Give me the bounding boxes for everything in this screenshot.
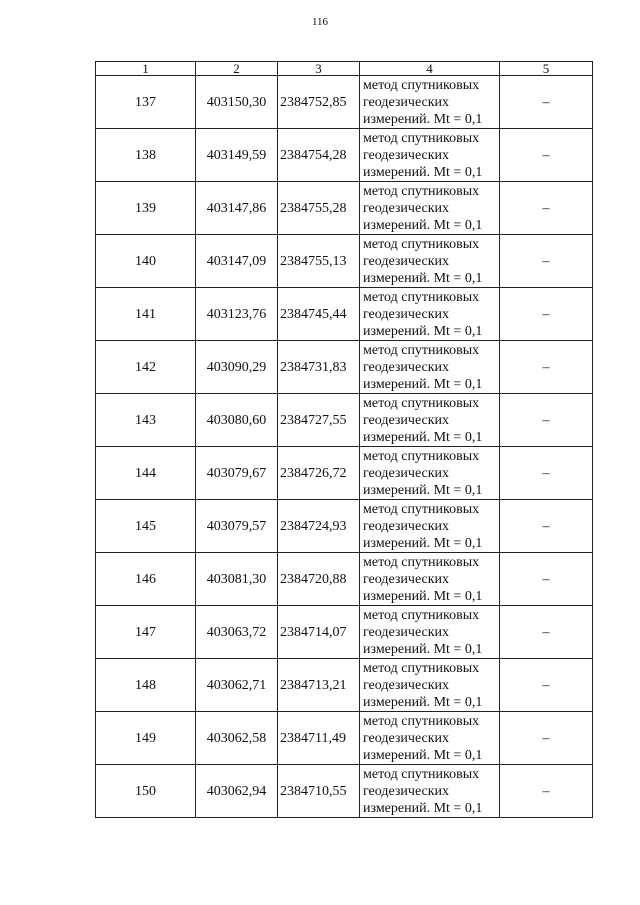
column-header: 2 [196,62,278,76]
method-line: измерений. Mt = 0,1 [363,747,483,763]
method-line: метод спутниковых [363,130,480,146]
y-coordinate-cell: 2384726,72 [278,447,360,500]
method-line: метод спутниковых [363,501,480,517]
method-cell [360,765,500,818]
note-cell: – [500,76,593,129]
coordinates-table [95,61,593,818]
point-number-cell: 140 [96,235,196,288]
x-coordinate-cell: 403062,58 [196,712,278,765]
page-number: 116 [311,16,329,28]
method-cell [360,182,500,235]
method-line: измерений. Mt = 0,1 [363,376,483,392]
method-line: геодезических [363,730,450,746]
method-cell [360,500,500,553]
table-row [96,182,593,235]
y-coordinate-cell: 2384713,21 [278,659,360,712]
point-number-cell: 147 [96,606,196,659]
y-coordinate-cell: 2384720,88 [278,553,360,606]
method-line: измерений. Mt = 0,1 [363,588,483,604]
method-line: метод спутниковых [363,766,480,782]
method-line: геодезических [363,783,450,799]
note-cell: – [500,447,593,500]
method-cell [360,288,500,341]
x-coordinate-cell: 403081,30 [196,553,278,606]
point-number-cell: 144 [96,447,196,500]
method-line: метод спутниковых [363,660,480,676]
method-line: измерений. Mt = 0,1 [363,111,483,127]
table-row [96,288,593,341]
note-cell: – [500,129,593,182]
method-cell [360,235,500,288]
point-number-cell: 149 [96,712,196,765]
note-cell: – [500,341,593,394]
table-row [96,765,593,818]
method-line: измерений. Mt = 0,1 [363,535,483,551]
table-row [96,129,593,182]
point-number-cell: 145 [96,500,196,553]
point-number-cell: 137 [96,76,196,129]
note-cell: – [500,765,593,818]
method-line: измерений. Mt = 0,1 [363,270,483,286]
table-row [96,553,593,606]
method-line: измерений. Mt = 0,1 [363,800,483,816]
method-line: измерений. Mt = 0,1 [363,164,483,180]
note-cell: – [500,235,593,288]
table-row [96,447,593,500]
note-cell: – [500,553,593,606]
x-coordinate-cell: 403062,71 [196,659,278,712]
table-row [96,341,593,394]
point-number-cell: 141 [96,288,196,341]
table-row [96,500,593,553]
method-line: геодезических [363,147,450,163]
method-line: геодезических [363,306,450,322]
table-header-row [96,62,593,76]
method-line: измерений. Mt = 0,1 [363,641,483,657]
y-coordinate-cell: 2384745,44 [278,288,360,341]
point-number-cell: 143 [96,394,196,447]
y-coordinate-cell: 2384755,13 [278,235,360,288]
method-line: геодезических [363,571,450,587]
note-cell: – [500,182,593,235]
method-cell [360,606,500,659]
note-cell: – [500,712,593,765]
y-coordinate-cell: 2384731,83 [278,341,360,394]
y-coordinate-cell: 2384714,07 [278,606,360,659]
method-line: измерений. Mt = 0,1 [363,429,483,445]
method-line: метод спутниковых [363,554,480,570]
method-cell [360,712,500,765]
method-line: измерений. Mt = 0,1 [363,482,483,498]
note-cell: – [500,606,593,659]
method-line: геодезических [363,518,450,534]
table-row [96,76,593,129]
y-coordinate-cell: 2384727,55 [278,394,360,447]
table-row [96,235,593,288]
method-line: геодезических [363,94,450,110]
method-cell [360,76,500,129]
x-coordinate-cell: 403062,94 [196,765,278,818]
y-coordinate-cell: 2384754,28 [278,129,360,182]
column-header: 3 [278,62,360,76]
point-number-cell: 146 [96,553,196,606]
method-line: геодезических [363,359,450,375]
method-cell [360,447,500,500]
x-coordinate-cell: 403063,72 [196,606,278,659]
x-coordinate-cell: 403079,67 [196,447,278,500]
y-coordinate-cell: 2384710,55 [278,765,360,818]
x-coordinate-cell: 403079,57 [196,500,278,553]
column-header: 4 [360,62,500,76]
method-line: геодезических [363,677,450,693]
method-cell [360,129,500,182]
method-line: метод спутниковых [363,607,480,623]
point-number-cell: 150 [96,765,196,818]
method-cell [360,553,500,606]
method-line: метод спутниковых [363,77,480,93]
note-cell: – [500,394,593,447]
x-coordinate-cell: 403147,86 [196,182,278,235]
method-line: геодезических [363,465,450,481]
method-cell [360,659,500,712]
method-cell [360,341,500,394]
column-header: 5 [500,62,593,76]
x-coordinate-cell: 403080,60 [196,394,278,447]
method-line: метод спутниковых [363,395,480,411]
x-coordinate-cell: 403149,59 [196,129,278,182]
method-line: метод спутниковых [363,183,480,199]
table-row [96,394,593,447]
table-row [96,712,593,765]
x-coordinate-cell: 403147,09 [196,235,278,288]
point-number-cell: 148 [96,659,196,712]
note-cell: – [500,288,593,341]
y-coordinate-cell: 2384711,49 [278,712,360,765]
method-line: метод спутниковых [363,448,480,464]
method-cell [360,394,500,447]
y-coordinate-cell: 2384755,28 [278,182,360,235]
method-line: геодезических [363,412,450,428]
method-line: измерений. Mt = 0,1 [363,217,483,233]
method-line: геодезических [363,200,450,216]
point-number-cell: 138 [96,129,196,182]
table-row [96,659,593,712]
method-line: геодезических [363,253,450,269]
point-number-cell: 142 [96,341,196,394]
y-coordinate-cell: 2384752,85 [278,76,360,129]
x-coordinate-cell: 403150,30 [196,76,278,129]
x-coordinate-cell: 403123,76 [196,288,278,341]
column-header: 1 [96,62,196,76]
table-body [96,62,593,818]
note-cell: – [500,659,593,712]
method-line: метод спутниковых [363,713,480,729]
point-number-cell: 139 [96,182,196,235]
table-row [96,606,593,659]
method-line: измерений. Mt = 0,1 [363,694,483,710]
note-cell: – [500,500,593,553]
method-line: измерений. Mt = 0,1 [363,323,483,339]
y-coordinate-cell: 2384724,93 [278,500,360,553]
method-line: метод спутниковых [363,342,480,358]
method-line: метод спутниковых [363,289,480,305]
x-coordinate-cell: 403090,29 [196,341,278,394]
method-line: геодезических [363,624,450,640]
method-line: метод спутниковых [363,236,480,252]
